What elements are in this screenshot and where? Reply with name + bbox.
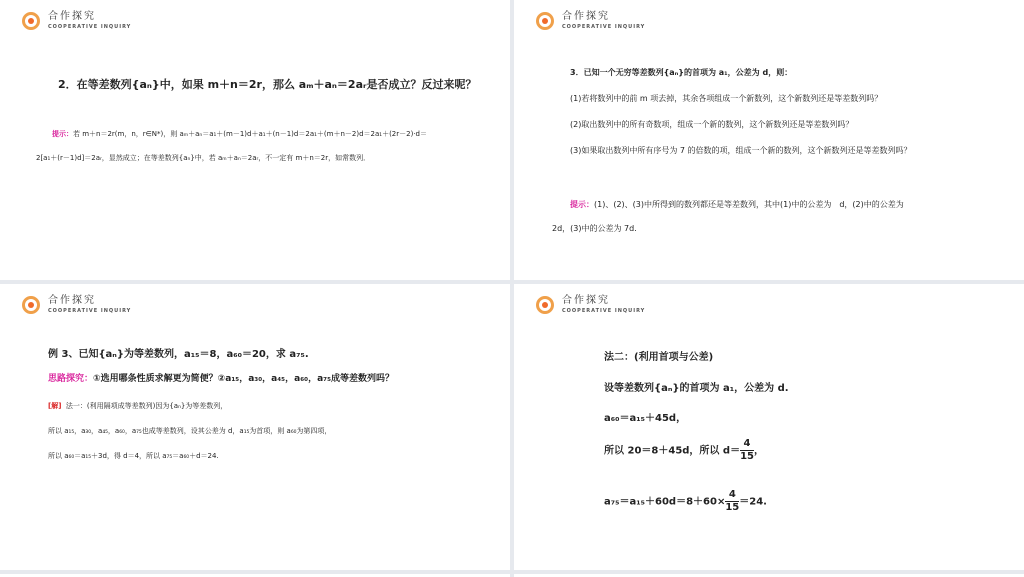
hint-text-1: 若 m＋n＝2r(m，n，r∈N*)，则 aₘ＋aₙ＝a₁＋(m－1)d＋a₁＋(n－1)d＝2a₁＋(m＋n－2)d＝2a₁＋(2r－2)·d＝ [73, 130, 427, 138]
slide-header [22, 294, 131, 315]
hint-text-1: (1)、(2)、(3)中所得到的数列都还是等差数列，其中(1)中的公差为 d，(2)中的公差为 [594, 200, 904, 209]
line-3 [604, 439, 764, 462]
line-2: a₆₀＝a₁₅＋45d， [604, 413, 687, 424]
slide-4 [514, 284, 1024, 570]
idea-label: 思路探究： [48, 374, 94, 384]
method-2-title: 法二：(利用首项与公差) [604, 352, 714, 363]
line-4-prefix: a₇₅＝a₁₅＋60d＝8＋60× [604, 496, 726, 508]
header-subtitle: COOPERATIVE INQUIRY [48, 308, 132, 314]
fraction-numerator: 4 [740, 439, 754, 451]
header-subtitle: COOPERATIVE INQUIRY [48, 24, 132, 30]
fraction-denominator: 15 [725, 502, 740, 513]
logo-icon [22, 296, 40, 314]
fraction-denominator: 15 [740, 451, 754, 462]
solution-text-1: 法一：(利用隔项成等差数列)因为{aₙ}为等差数列， [65, 402, 228, 410]
fraction-numerator: 4 [725, 490, 739, 502]
idea-line [48, 371, 394, 384]
logo-icon [22, 12, 40, 30]
fraction-4-over-15 [740, 439, 754, 462]
header-subtitle: COOPERATIVE INQUIRY [562, 308, 646, 314]
hint-label: 提示： [570, 200, 594, 209]
logo-icon [536, 296, 554, 314]
line-3-prefix: 所以 20＝8＋45d，所以 d＝ [604, 445, 741, 457]
line-4-suffix: ＝24. [739, 496, 767, 508]
slide-2 [514, 0, 1024, 280]
hint-line-2: 2d，(3)中的公差为 7d. [552, 224, 637, 233]
fraction-4-over-15 [725, 490, 739, 513]
solution-line-3: 所以 a₆₀＝a₁₅＋3d，得 d＝4，所以 a₇₅＝a₆₀＋d＝24. [48, 452, 219, 460]
slide-1 [0, 0, 510, 280]
header-title: 合作探究 [562, 11, 610, 22]
hint-line-1 [570, 199, 904, 210]
hint-line-1 [52, 129, 427, 139]
line-3-suffix: ， [754, 445, 764, 457]
line-4 [604, 490, 767, 513]
hint-label: 提示： [52, 130, 73, 138]
solution-line-1 [48, 401, 227, 411]
slide-header [22, 10, 131, 31]
header-title: 合作探究 [562, 295, 610, 306]
solution-line-2: 所以 a₁₅，a₃₀，a₄₅，a₆₀，a₇₅也成等差数列，设其公差为 d，a₁₅为首项，则 a₆₀为第四项， [48, 427, 332, 435]
hint-line-2: 2[a₁＋(r－1)d]＝2aᵣ，显然成立；在等差数列{aₙ}中，若 aₘ＋aₙ＝2aᵣ，不一定有 m＋n＝2r，如常数列． [36, 154, 371, 162]
solution-label: [解] [48, 402, 62, 410]
example-3: 例 3、已知{aₙ}为等差数列，a₁₅＝8，a₆₀＝20，求 a₇₅. [48, 349, 309, 360]
question-3: 3．已知一个无穷等差数列{aₙ}的首项为 a₁，公差为 d，则： [570, 68, 793, 77]
header-title: 合作探究 [48, 295, 96, 306]
item-3: (3)如果取出数列中所有序号为 7 的倍数的项，组成一个新的数列，这个新数列还是等差数列吗？ [570, 146, 912, 155]
line-1: 设等差数列{aₙ}的首项为 a₁，公差为 d. [604, 383, 789, 394]
question-2: 2．在等差数列{aₙ}中，如果 m＋n＝2r，那么 aₘ＋aₙ＝2aᵣ是否成立？反过来呢？ [58, 78, 477, 91]
slide-header [536, 10, 645, 31]
header-subtitle: COOPERATIVE INQUIRY [562, 24, 646, 30]
item-1: (1)若将数列中的前 m 项去掉，其余各项组成一个新数列，这个新数列还是等差数列吗？ [570, 94, 883, 103]
logo-icon [536, 12, 554, 30]
slide-3 [0, 284, 510, 570]
header-title: 合作探究 [48, 11, 96, 22]
idea-text: ①选用哪条性质求解更为简便？②a₁₅，a₃₀，a₄₅，a₆₀，a₇₅成等差数列吗？ [93, 374, 395, 384]
slide-header [536, 294, 645, 315]
item-2: (2)取出数列中的所有奇数项，组成一个新的数列，这个新数列还是等差数列吗？ [570, 120, 854, 129]
